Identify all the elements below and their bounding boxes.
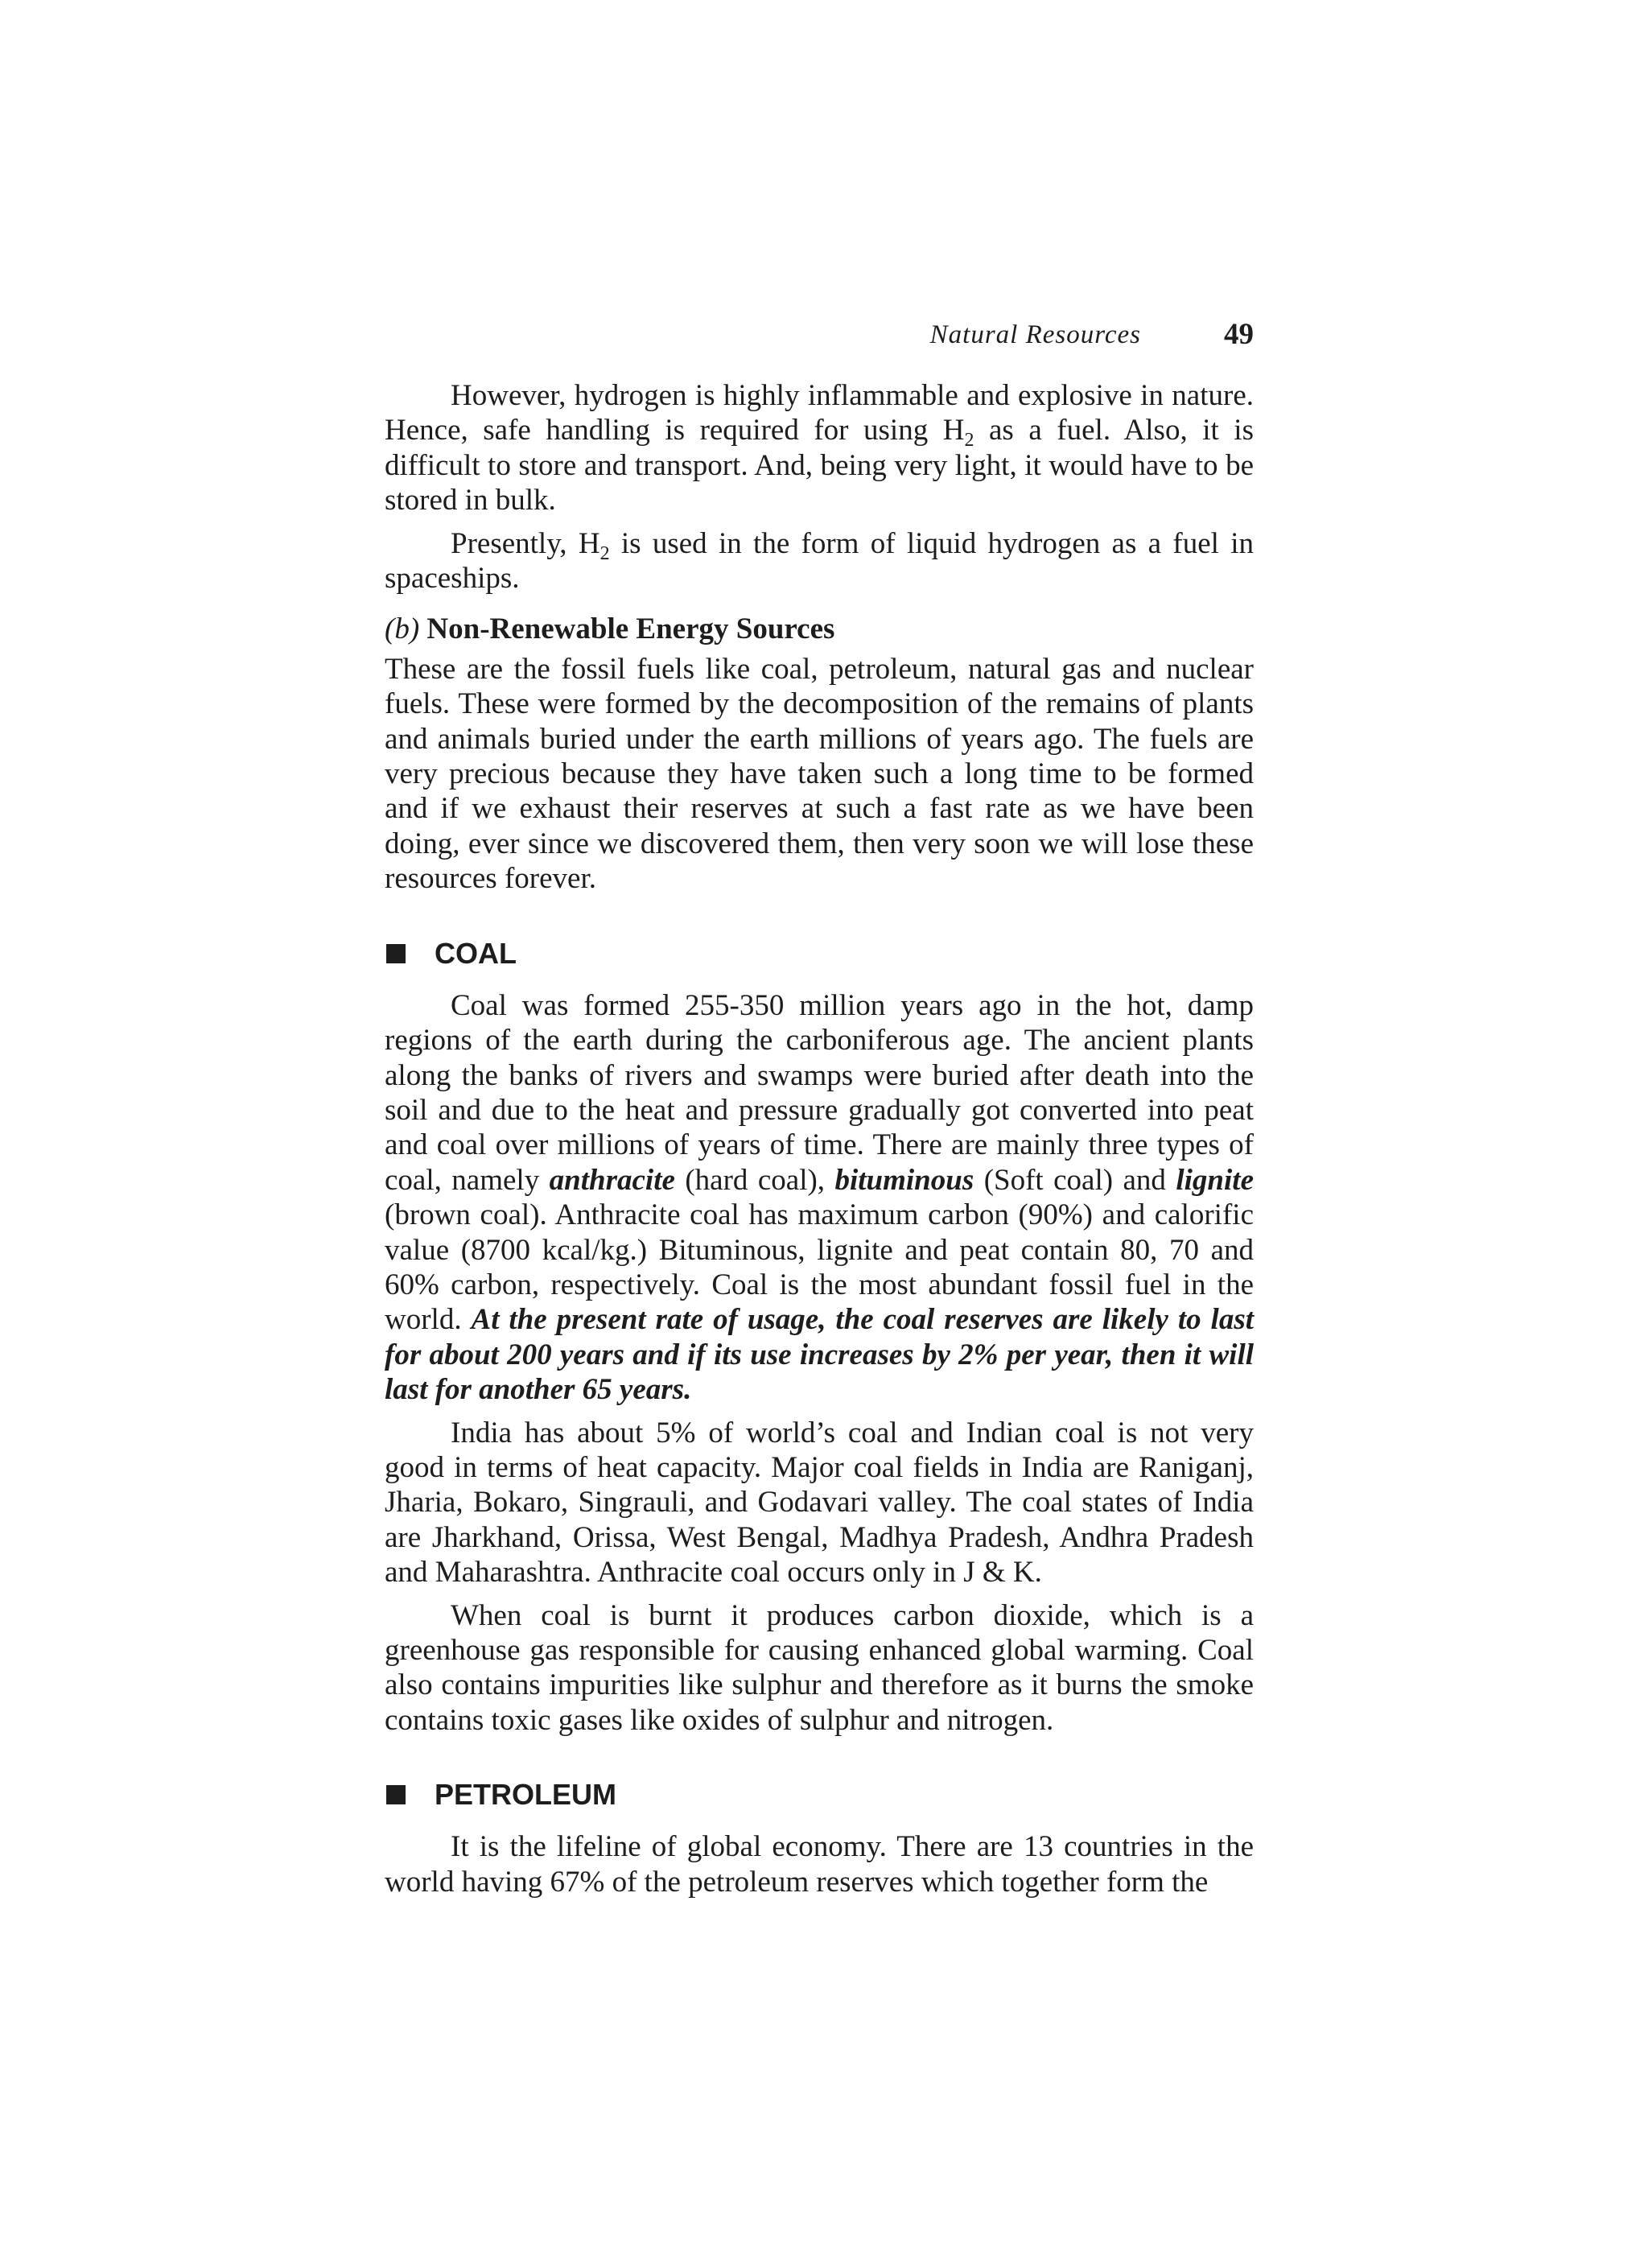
intro-paragraph-2 <box>385 526 1254 596</box>
subsection-label: (b) <box>385 612 420 646</box>
section-heading-petroleum <box>385 1776 1254 1813</box>
square-bullet-icon <box>386 944 406 963</box>
petroleum-paragraph-1: It is the lifeline of global economy. There are 13 countries in the world having 67% of the petroleum reserves which together form the <box>385 1830 1254 1899</box>
page-number: 49 <box>1224 318 1254 351</box>
text-run: (hard coal), <box>674 1163 835 1197</box>
text-run: is used in the form of liquid hydrogen as a fuel in spaceships. <box>385 526 1254 596</box>
emphasis-term: bituminous <box>834 1163 974 1197</box>
text-run: as a fuel. Also, it is difficult to store and transport. And, being very light, it would have to be stored in bulk. <box>385 414 1254 518</box>
section-title: PETROLEUM <box>435 1778 617 1812</box>
text-run: (brown coal). Anthracite coal has maximum carbon (90%) and calorific value (8700 kcal/kg.) Bituminous, lignite and peat contain 80, 70 and 60% carbon, respectively. Coal is the most abundant fossil fuel in the world. <box>385 1198 1254 1337</box>
subsection-heading <box>385 612 1254 646</box>
coal-paragraph-1 <box>385 988 1254 1408</box>
section-heading-coal <box>385 935 1254 972</box>
subscript: 2 <box>964 430 974 452</box>
running-header <box>385 320 1254 356</box>
emphasis-term: lignite <box>1176 1163 1254 1197</box>
coal-paragraph-2: India has about 5% of world’s coal and Indian coal is not very good in terms of heat capacity. Major coal fields in India are Raniganj, Jharia, Bokaro, Singrauli, and Godavari valley. The coal states of India are Jharkhand, Orissa, West Bengal, Madhya Pradesh, Andhra Pradesh and Maharashtra. Anthracite coal occurs only in J & K. <box>385 1416 1254 1590</box>
text-run: Coal was formed 255-350 million years ago in the hot, damp regions of the earth during the carboniferous age. The ancient plants along the banks of rivers and swamps were buried after death into the soil and due to the heat and pressure gradually got converted into peat and coal over millions of years of time. There are mainly three types of coal, namely <box>385 988 1254 1197</box>
emphasis-sentence: At the present rate of usage, the coal reserves are likely to last for about 200 years and if its use increases by 2% per year, then it will last for another 65 years. <box>385 1303 1254 1407</box>
text-run: However, hydrogen is highly inflammable and explosive in nature. Hence, safe handling is required for using H <box>385 379 1254 447</box>
subscript: 2 <box>599 542 610 564</box>
subsection-title: Non-Renewable Energy Sources <box>426 612 835 646</box>
body-text <box>385 378 1254 1899</box>
coal-paragraph-3: When coal is burnt it produces carbon dioxide, which is a greenhouse gas responsible for causing enhanced global warming. Coal also contains impurities like sulphur and therefore as it burns the smoke contains toxic gases like oxides of sulphur and nitrogen. <box>385 1598 1254 1737</box>
square-bullet-icon <box>386 1785 406 1804</box>
emphasis-term: anthracite <box>549 1163 675 1197</box>
text-run: Presently, H <box>451 526 600 560</box>
text-run: (Soft coal) and <box>974 1163 1176 1197</box>
intro-paragraph-1 <box>385 378 1254 518</box>
non-renewable-paragraph: These are the fossil fuels like coal, petroleum, natural gas and nuclear fuels. These were formed by the decomposition of the remains of plants and animals buried under the earth millions of years ago. The fuels are very precious because they have taken such a long time to be formed and if we exhaust their reserves at such a fast rate as we have been doing, ever since we discovered them, then very soon we will lose these resources forever. <box>385 652 1254 896</box>
section-title: COAL <box>435 936 517 970</box>
running-title: Natural Resources <box>929 320 1141 349</box>
